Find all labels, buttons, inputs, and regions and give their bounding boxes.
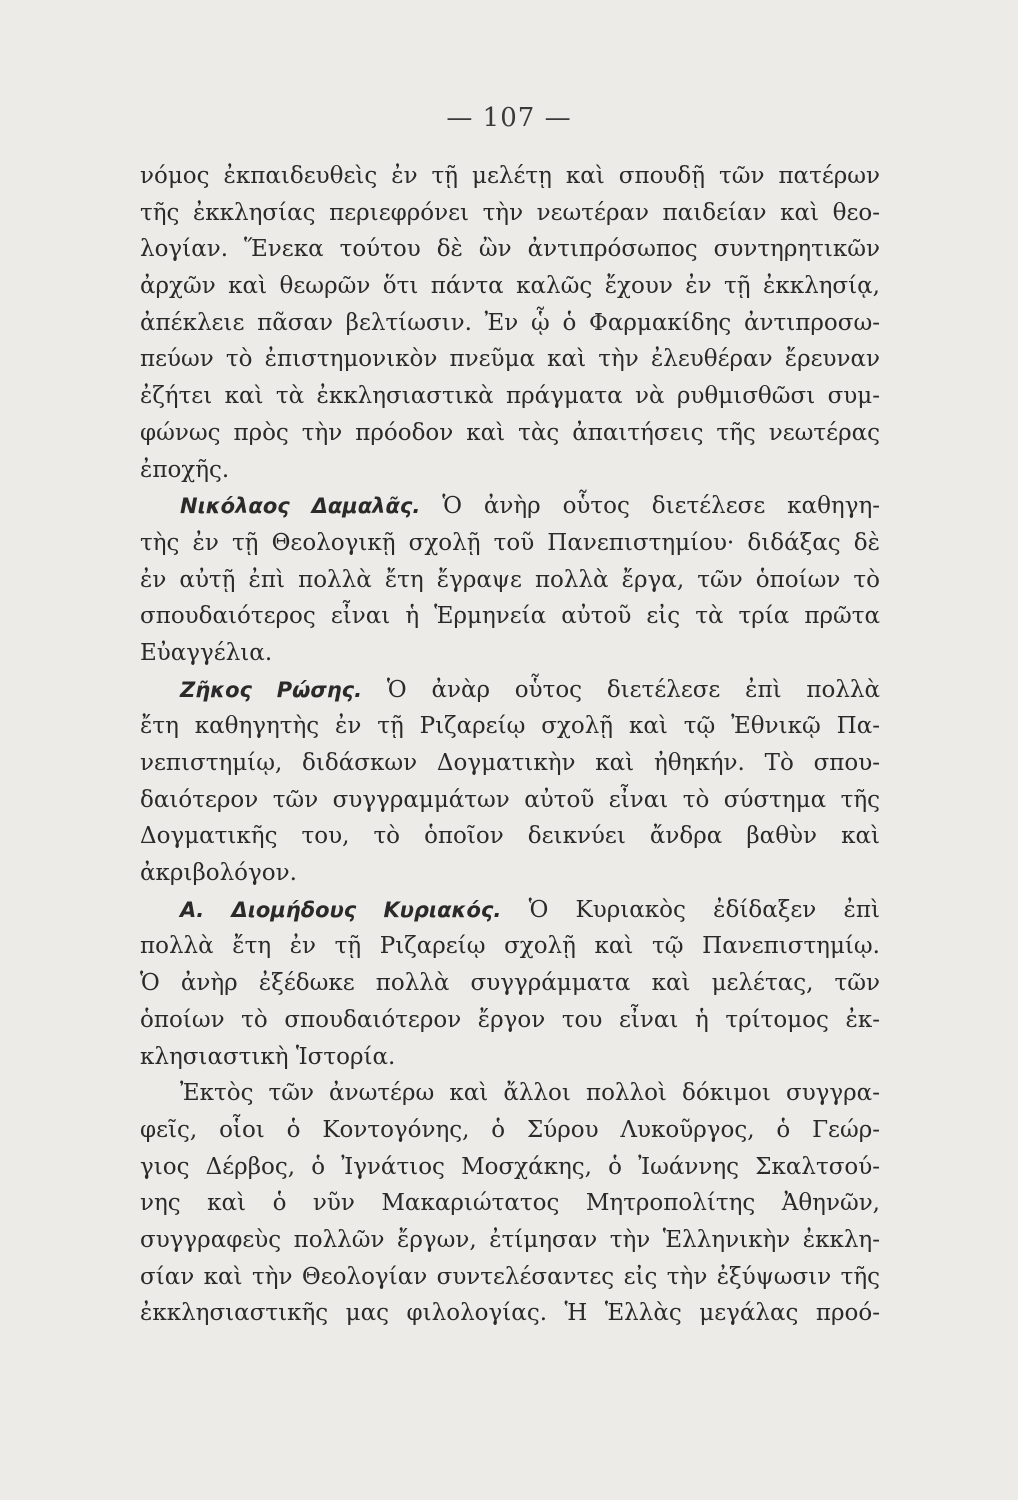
text-line: ἐζήτει καὶ τὰ ἐκκλησιαστικὰ πράγματα νὰ ρυθμισθῶσι συμ-: [140, 383, 880, 410]
person-name: Νικόλαος Δαμαλᾶς.: [180, 494, 421, 519]
text-line: Εὐαγγέλια.: [140, 639, 273, 666]
text-segment: Ὁ ἀνὴρ οὗτος διετέλεσε καθηγη-: [442, 493, 880, 520]
paragraph-other-writers: [140, 1075, 880, 1332]
text-line: φεῖς, οἷοι ὁ Κοντογόνης, ὁ Σύρου Λυκοῦργος, ὁ Γεώρ-: [140, 1116, 880, 1143]
text-line: ἀρχῶν καὶ θεωρῶν ὅτι πάντα καλῶς ἔχουν ἐν τῇ ἐκκλησίᾳ,: [140, 273, 880, 300]
paragraph-kyriakos: [140, 892, 880, 1075]
text-line: τῆς ἐκκλησίας περιεφρόνει τὴν νεωτέραν παιδείαν καὶ θεο-: [140, 199, 880, 226]
text-line: γιος Δέρβος, ὁ Ἰγνάτιος Μοσχάκης, ὁ Ἰωάννης Σκαλτσού-: [140, 1153, 880, 1180]
person-name: Α. Διομήδους Κυριακός.: [180, 897, 502, 922]
text-line: ἀπέκλειε πᾶσαν βελτίωσιν. Ἐν ᾧ ὁ Φαρμακίδης ἀντιπροσω-: [140, 309, 880, 336]
text-line: σίαν καὶ τὴν Θεολογίαν συντελέσαντες εἰς τὴν ἐξύψωσιν τῆς: [140, 1263, 880, 1290]
text-line: [140, 488, 880, 525]
text-line: πολλὰ ἔτη ἐν τῇ Ριζαρείῳ σχολῇ καὶ τῷ Πανεπιστημίῳ.: [140, 933, 880, 960]
text-line: ἐκκλησιαστικῆς μας φιλολογίας. Ἡ Ἑλλὰς μεγάλας προό-: [140, 1300, 880, 1327]
text-line: ἐποχῆς.: [140, 456, 230, 483]
text-line: δαιότερον τῶν συγγραμμάτων αὐτοῦ εἶναι τὸ σύστημα τῆς: [140, 786, 880, 813]
text-line: Δογματικῆς του, τὸ ὁποῖον δεικνύει ἄνδρα βαθὺν καὶ: [140, 823, 880, 850]
text-line: ἔτη καθηγητὴς ἐν τῇ Ριζαρείῳ σχολῇ καὶ τῷ Ἐθνικῷ Πα-: [140, 713, 880, 740]
text-line: ἐν αὐτῇ ἐπὶ πολλὰ ἔτη ἔγραψε πολλὰ ἔργα, τῶν ὁποίων τὸ: [140, 566, 880, 593]
text-segment: Ὁ ἀνὰρ οὗτος διετέλεσε ἐπὶ πολλὰ: [386, 676, 880, 703]
text-line: κλησιαστικὴ Ἱστορία.: [140, 1043, 396, 1070]
text-line: ὁποίων τὸ σπουδαιότερον ἔργον του εἶναι ἡ τρίτομος ἐκ-: [140, 1006, 880, 1033]
paragraph-pharmakidis-continuation: [140, 158, 880, 488]
text-line: τὴς ἐν τῇ Θεολογικῇ σχολῇ τοῦ Πανεπιστημίου· διδάξας δὲ: [140, 529, 880, 556]
text-line: λογίαν. Ἕνεκα τούτου δὲ ὢν ἀντιπρόσωπος συντηρητικῶν: [140, 236, 880, 263]
text-line: [140, 672, 880, 709]
text-line: ἀκριβολόγον.: [140, 860, 297, 887]
paragraph-rosis: [140, 672, 880, 892]
text-line: νης καὶ ὁ νῦν Μακαριώτατος Μητροπολίτης Ἀθηνῶν,: [140, 1190, 880, 1217]
text-line: [140, 892, 880, 929]
body-text: [140, 158, 880, 1332]
text-line: φώνως πρὸς τὴν πρόοδον καὶ τὰς ἀπαιτήσεις τῆς νεωτέρας: [140, 419, 880, 446]
text-line: συγγραφεὺς πολλῶν ἔργων, ἐτίμησαν τὴν Ἑλληνικὴν ἐκκλη-: [140, 1226, 880, 1253]
page-number: — 107 —: [446, 103, 572, 133]
text-line: νεπιστημίῳ, διδάσκων Δογματικὴν καὶ ἠθηκήν. Τὸ σπου-: [140, 750, 880, 776]
text-line: σπουδαιότερος εἶναι ἡ Ἑρμηνεία αὐτοῦ εἰς τὰ τρία πρῶτα: [140, 603, 880, 630]
text-segment: Ὁ Κυριακὸς ἐδίδαξεν ἐπὶ: [528, 896, 880, 923]
text-line: νόμος ἐκπαιδευθεὶς ἐν τῇ μελέτῃ καὶ σπουδῇ τῶν πατέρων: [140, 163, 880, 189]
text-line: πεύων τὸ ἐπιστημονικὸν πνεῦμα καὶ τὴν ἐλευθέραν ἔρευναν: [140, 346, 880, 373]
text-line: Ὁ ἀνὴρ ἐξέδωκε πολλὰ συγγράμματα καὶ μελέτας, τῶν: [140, 970, 880, 997]
paragraph-damalas: [140, 488, 880, 671]
text-line: Ἐκτὸς τῶν ἀνωτέρω καὶ ἄλλοι πολλοὶ δόκιμοι συγγρα-: [180, 1080, 880, 1107]
person-name: Ζῆκος Ρώσης.: [180, 677, 363, 702]
